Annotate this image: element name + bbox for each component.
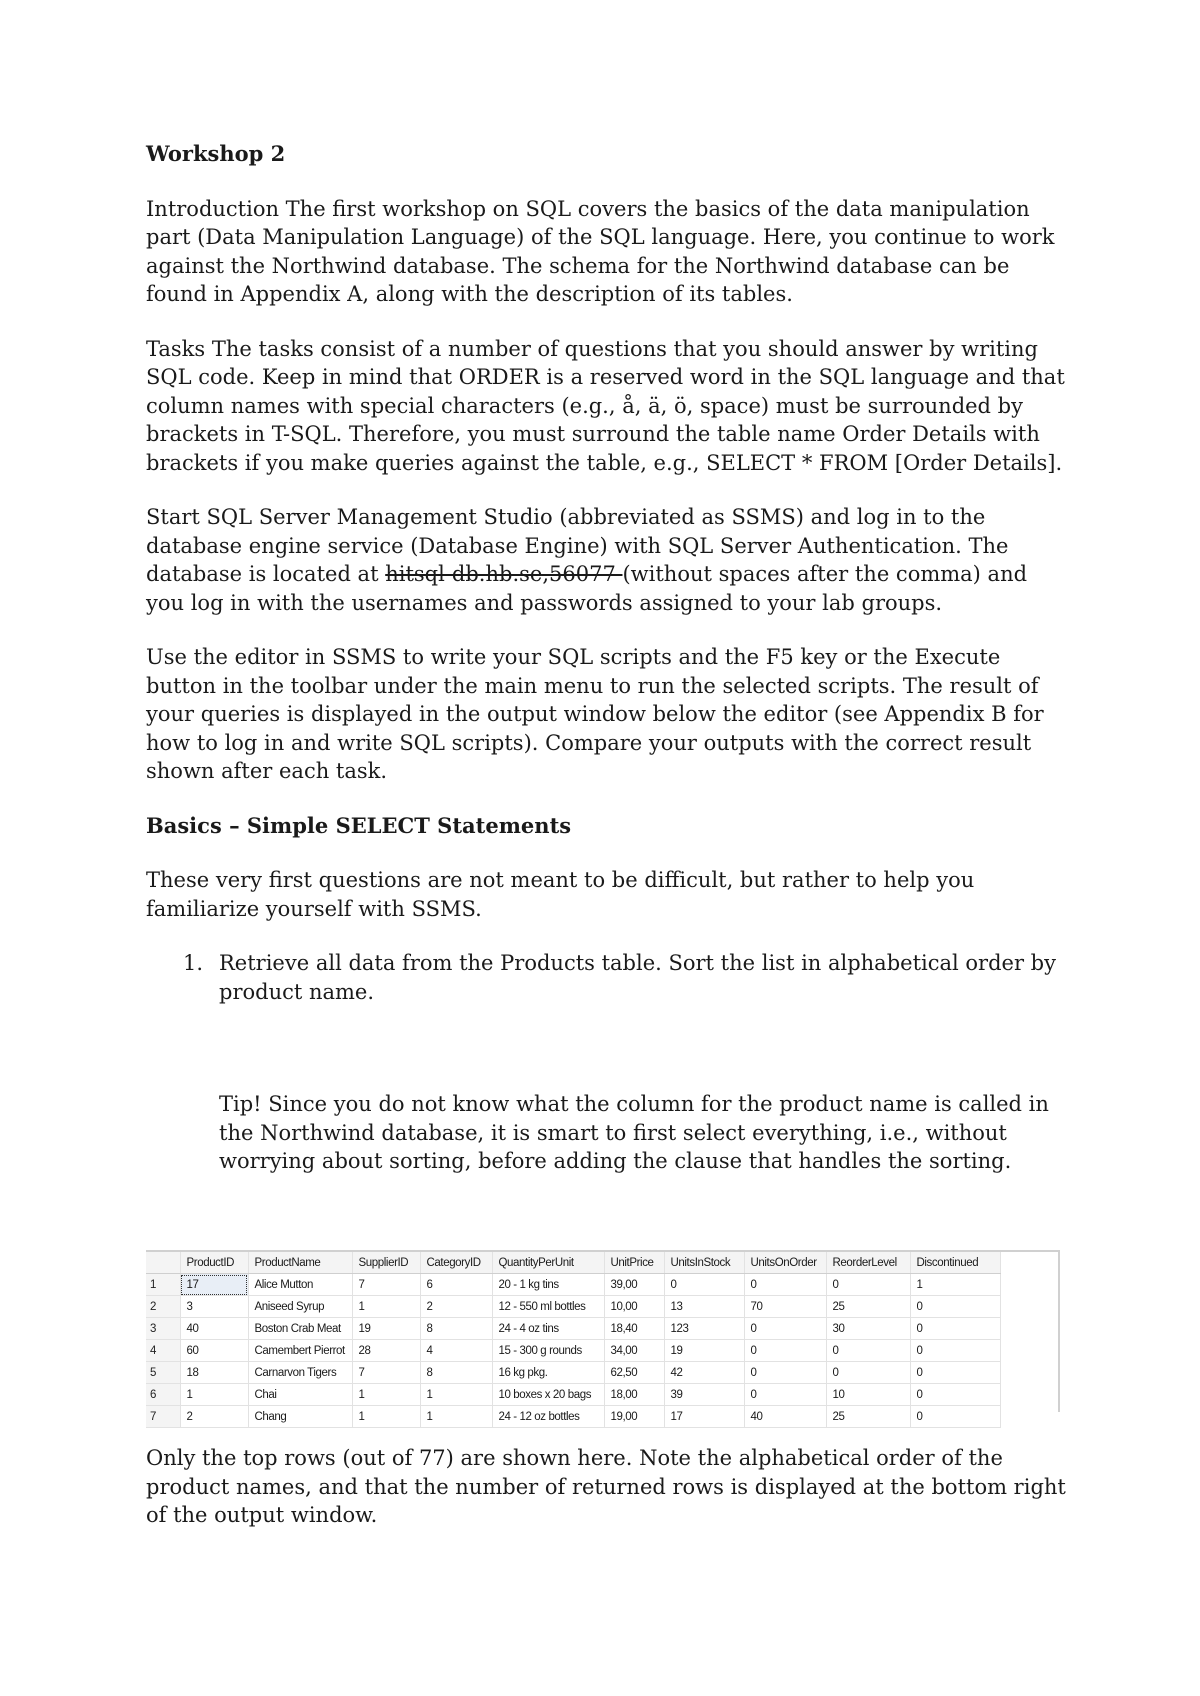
intro-paragraph: Introduction The first workshop on SQL covers the basics of the data manipulation part (Data Manipulation Language) of the SQL language. Here, you continue to work against the Northwind database. The schema for the Northwind database can be found in Appendix A, along with the description of its tables.: [146, 196, 1055, 306]
table-cell[interactable]: 0: [744, 1384, 826, 1406]
table-cell[interactable]: 19: [352, 1318, 420, 1340]
table-row[interactable]: [146, 1340, 1000, 1362]
column-header[interactable]: ProductName: [248, 1252, 352, 1274]
table-cell[interactable]: 16 kg pkg.: [492, 1362, 604, 1384]
editor-paragraph: Use the editor in SSMS to write your SQL scripts and the F5 key or the Execute button in the toolbar under the main menu to run the selected scripts. The result of your queries is displayed in the output window below the editor (see Appendix B for how to log in and write SQL scripts). Compare your outputs with the correct result shown after each task.: [146, 645, 1044, 783]
table-row[interactable]: [146, 1362, 1000, 1384]
table-cell[interactable]: 0: [744, 1362, 826, 1384]
table-cell[interactable]: 0: [664, 1274, 744, 1296]
results-grid: [146, 1250, 1060, 1423]
table-cell[interactable]: 8: [420, 1318, 492, 1340]
table-cell[interactable]: 0: [910, 1340, 1000, 1362]
task-list: [146, 949, 1066, 1176]
section-intro: These very first questions are not meant to be difficult, but rather to help you familiarize yourself with SSMS.: [146, 868, 975, 921]
table-cell[interactable]: Carnarvon Tigers: [248, 1362, 352, 1384]
table-row[interactable]: [146, 1318, 1000, 1340]
table-cell[interactable]: Aniseed Syrup: [248, 1296, 352, 1318]
table-cell[interactable]: 0: [910, 1362, 1000, 1384]
table-cell[interactable]: 1: [420, 1406, 492, 1428]
table-cell[interactable]: 1: [352, 1406, 420, 1428]
row-number-cell[interactable]: 6: [146, 1384, 180, 1406]
table-cell[interactable]: 30: [826, 1318, 910, 1340]
task-tip: Tip! Since you do not know what the column for the product name is called in the Northwind database, it is smart to first select everything, i.e., without worrying about sorting, before adding the clause that handles the sorting.: [219, 1092, 1049, 1173]
table-cell[interactable]: 0: [826, 1340, 910, 1362]
table-cell[interactable]: 2: [420, 1296, 492, 1318]
section-heading: Basics – Simple SELECT Statements: [146, 812, 572, 838]
document-body: [146, 140, 1066, 1176]
list-item: [146, 949, 1066, 1006]
column-header[interactable]: QuantityPerUnit: [492, 1252, 604, 1274]
column-header[interactable]: CategoryID: [420, 1252, 492, 1274]
table-cell[interactable]: 12 - 550 ml bottles: [492, 1296, 604, 1318]
table-cell[interactable]: 19: [664, 1340, 744, 1362]
table-cell[interactable]: 10,00: [604, 1296, 664, 1318]
table-cell[interactable]: 60: [180, 1340, 248, 1362]
table-cell[interactable]: 0: [910, 1318, 1000, 1340]
table-cell[interactable]: 40: [180, 1318, 248, 1340]
table-cell[interactable]: 19,00: [604, 1406, 664, 1428]
table-cell[interactable]: Boston Crab Meat: [248, 1318, 352, 1340]
table-cell[interactable]: 7: [352, 1362, 420, 1384]
table-cell[interactable]: 7: [352, 1274, 420, 1296]
table-cell[interactable]: Alice Mutton: [248, 1274, 352, 1296]
table-cell[interactable]: 3: [180, 1296, 248, 1318]
table-cell[interactable]: 70: [744, 1296, 826, 1318]
table-cell[interactable]: Camembert Pierrot: [248, 1340, 352, 1362]
page-title: Workshop 2: [146, 141, 286, 166]
row-number-cell[interactable]: 7: [146, 1406, 180, 1428]
table-cell[interactable]: 18,40: [604, 1318, 664, 1340]
table-cell[interactable]: 24 - 12 oz bottles: [492, 1406, 604, 1428]
table-row[interactable]: [146, 1406, 1000, 1428]
task-number: 1.: [183, 951, 204, 975]
row-number-cell[interactable]: 5: [146, 1362, 180, 1384]
column-header[interactable]: ReorderLevel: [826, 1252, 910, 1274]
table-cell[interactable]: 0: [826, 1274, 910, 1296]
column-header[interactable]: Discontinued: [910, 1252, 1000, 1274]
row-number-cell[interactable]: 4: [146, 1340, 180, 1362]
row-number-cell[interactable]: 1: [146, 1274, 180, 1296]
start-text-before: Start SQL Server Management Studio (abbreviated as SSMS) and log in to the database engine service (Database Engine) with SQL Server Authentication. The database is located at: [146, 505, 1009, 586]
column-header[interactable]: SupplierID: [352, 1252, 420, 1274]
table-cell[interactable]: 8: [420, 1362, 492, 1384]
task-text: Retrieve all data from the Products table. Sort the list in alphabetical order by product name.: [219, 951, 1056, 1004]
table-cell[interactable]: 0: [744, 1318, 826, 1340]
table-cell[interactable]: 18,00: [604, 1384, 664, 1406]
table-cell[interactable]: 4: [420, 1340, 492, 1362]
table-cell[interactable]: 25: [826, 1406, 910, 1428]
server-address-struck: hitsql-db.hb.se,56077: [385, 562, 623, 586]
table-cell[interactable]: 13: [664, 1296, 744, 1318]
table-cell[interactable]: Chai: [248, 1384, 352, 1406]
table-cell[interactable]: 20 - 1 kg tins: [492, 1274, 604, 1296]
table-cell[interactable]: 42: [664, 1362, 744, 1384]
table-cell[interactable]: 62,50: [604, 1362, 664, 1384]
table-cell[interactable]: 24 - 4 oz tins: [492, 1318, 604, 1340]
table-cell[interactable]: 39: [664, 1384, 744, 1406]
table-cell[interactable]: 17: [180, 1274, 248, 1296]
table-cell[interactable]: 10 boxes x 20 bags: [492, 1384, 604, 1406]
table-cell[interactable]: 25: [826, 1296, 910, 1318]
table-cell[interactable]: 10: [826, 1384, 910, 1406]
table-cell[interactable]: 2: [180, 1406, 248, 1428]
column-header[interactable]: UnitPrice: [604, 1252, 664, 1274]
table-cell[interactable]: Chang: [248, 1406, 352, 1428]
results-body: [146, 1274, 1000, 1428]
table-cell[interactable]: 18: [180, 1362, 248, 1384]
table-cell[interactable]: 0: [744, 1340, 826, 1362]
table-cell[interactable]: 1: [420, 1384, 492, 1406]
table-cell[interactable]: 6: [420, 1274, 492, 1296]
table-cell[interactable]: 0: [910, 1406, 1000, 1428]
table-cell[interactable]: 0: [910, 1296, 1000, 1318]
table-header-row: [146, 1252, 1000, 1274]
table-cell[interactable]: 28: [352, 1340, 420, 1362]
table-cell[interactable]: 34,00: [604, 1340, 664, 1362]
tasks-paragraph: Tasks The tasks consist of a number of questions that you should answer by writing SQL code. Keep in mind that ORDER is a reserved word in the SQL language and that column names with special characters (e.g., å, ä, ö, space) must be surrounded by brackets in T-SQL. Therefore, you must surround the table name Order Details with brackets if you make queries against the table, e.g., SELECT * FROM [Order Details].: [146, 336, 1065, 475]
table-cell[interactable]: 0: [910, 1384, 1000, 1406]
table-cell[interactable]: 0: [826, 1362, 910, 1384]
start-text-after: (without spaces after the comma) and you log in with the usernames and passwords assigned to your lab groups.: [146, 562, 1028, 615]
row-number-cell[interactable]: 2: [146, 1296, 180, 1318]
row-number-cell[interactable]: 3: [146, 1318, 180, 1340]
table-cell[interactable]: 1: [352, 1384, 420, 1406]
table-cell[interactable]: 1: [180, 1384, 248, 1406]
table-cell[interactable]: 15 - 300 g rounds: [492, 1340, 604, 1362]
table-cell[interactable]: 17: [664, 1406, 744, 1428]
column-header-rownum[interactable]: [146, 1252, 180, 1274]
table-cell[interactable]: 0: [744, 1274, 826, 1296]
closing-paragraph: Only the top rows (out of 77) are shown here. Note the alphabetical order of the product names, and that the number of returned rows is displayed at the bottom right of the output window.: [146, 1446, 1066, 1527]
column-header[interactable]: ProductID: [180, 1252, 248, 1274]
table-row[interactable]: [146, 1296, 1000, 1318]
table-row[interactable]: [146, 1274, 1000, 1296]
column-header[interactable]: UnitsOnOrder: [744, 1252, 826, 1274]
results-table: [146, 1252, 1001, 1428]
column-header[interactable]: UnitsInStock: [664, 1252, 744, 1274]
table-cell[interactable]: 1: [352, 1296, 420, 1318]
table-cell[interactable]: 39,00: [604, 1274, 664, 1296]
start-paragraph: [146, 503, 1066, 617]
table-row[interactable]: [146, 1384, 1000, 1406]
table-cell[interactable]: 40: [744, 1406, 826, 1428]
table-cell[interactable]: 1: [910, 1274, 1000, 1296]
table-cell[interactable]: 123: [664, 1318, 744, 1340]
